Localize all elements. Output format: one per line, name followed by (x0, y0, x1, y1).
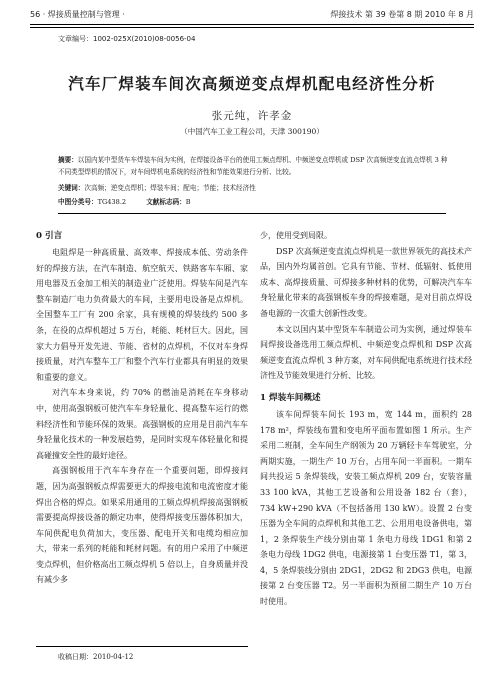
keywords-label: 关键词： (58, 184, 85, 192)
authors: 张元纯，许孝金 (211, 110, 293, 122)
header-rule (30, 24, 474, 25)
right-column (260, 228, 472, 610)
paragraph: 对汽车本身来说，约 70% 的燃油是消耗在车身移动中，使用高强钢板可使汽车车身轻量化、提高整车运行的燃料经济性和节能环保的效果。高强钢板的应用是目前汽车车身轻量化技术的一种发展趋势，是同时实现车体轻量化和提高碰撞安全性的最好途径。 (36, 388, 248, 460)
paper-title: 汽车厂焊装车间次高频逆变点焊机配电经济性分析 (68, 75, 436, 93)
running-header (30, 8, 474, 22)
paragraph: 电阻焊是一种高质量、高效率、焊接成本低、劳动条件好的焊接方法，在汽车制造、航空航天、铁路客车车厢、家用电器及五金加工相关的制造业广泛使用。焊装车间是汽车整车制造厂电力负荷最大的车间，主要用电设备是点焊机。全国整车工厂有 200 余家，具有规模的焊装线约 500 多条，在役的点焊机超过 5 万台，耗能、耗材巨大。因此，国家大力倡导开发先进、节能、省材的点焊机，不仅对车身焊接质量，对汽车整车工厂和整个汽车行业都具有明显的效果和重要的意义。 (36, 248, 248, 382)
doc-code: B (185, 198, 191, 206)
paragraph: 少，使用受到局限。 (260, 231, 332, 240)
section-heading-introduction: 0 引言 (36, 231, 63, 241)
doc-code-label: 文献标志码： (146, 198, 186, 206)
clc-code: TG438.2 (97, 198, 127, 206)
clc-label: 中图分类号： (58, 198, 98, 206)
abstract (58, 154, 450, 178)
keywords-text: 次高频；逆变点焊机；焊装车间；配电；节能；技术经济性 (84, 184, 256, 192)
abstract-label: 摘要： (58, 156, 78, 164)
paragraph: 本文以国内某中型货车车制造公司为实例，通过焊装车间焊接设备选用工频点焊机、中频逆变点焊机和 DSP 次高频逆变直流点焊机 3 种方案，对车间供配电系统进行技术经济性及节能效果进行分析、比较。 (260, 324, 472, 381)
footnote-rule (36, 646, 248, 647)
section-divider (58, 213, 446, 214)
received-date: 收稿日期：2010-04-12 (58, 653, 134, 661)
keywords (58, 182, 450, 192)
header-right: 焊接技术 第 39 卷第 8 期 2010 年 8 月 (330, 10, 474, 19)
section-heading-overview: 1 焊装车间概述 (260, 392, 321, 403)
article-number: 文章编号：1002-025X(2010)08-0056-04 (58, 35, 196, 43)
header-left: 56 · 焊接质量控制与管理 · (30, 10, 125, 19)
header-rule-thin (30, 27, 474, 28)
affiliation: （中国汽车工业工程公司，天津 300190） (180, 127, 324, 136)
left-column (36, 228, 248, 588)
abstract-text: 以国内某中型货车车焊装车间为实例，在焊接设备平台的使用工频点焊机、中频逆变点焊机或 DSP 次高频逆变直流点焊机 3 种不同类型焊机的情况下，对车间焊机电系统的经济性和节能效果进行分析、比较。 (58, 156, 448, 176)
paragraph: 高强钢板用于汽车车身存在一个重要问题，即焊接问题，因为高强钢板点焊需要更大的焊接电流和电流密度才能焊出合格的焊点。如果采用通用的工频点焊机焊接高强钢板需要提高焊接设备的额定功率，使得焊接变压器体积加大，车间供配电负荷加大，变压器、配电开关和电缆均相应加大，带来一系列的耗能和耗材问题。有的用户采用了中频逆变点焊机，但价格高出工频点焊机 5 倍以上，自身质量并没有减少多 (36, 466, 248, 585)
paragraph: 该车间焊装车间长 193 m，宽 144 m，面积约 28 178 m²，焊装线布置和变电所平面布置如图 1 所示。生产采用二班制，全车间生产纲领为 20 万辆轻卡车驾驶室，分两期实施，一期生产 10 万台，占用车间一半面积。一期车间共投运 5 条焊装线，安装工频点焊机 209 台，安装容量 33 100 kVA，其他工艺设备和公用设备 182 台（套），734 kW+290 kVA（不包括备用 130 kW）。设置 2 台变压器为全车间的点焊机和其他工艺、公用用电设备供电，第 1，2 条焊装生产线分别由第 1 条电力母线 1DG1 和第 2 条电力母线 1DG2 供电，电源接第 1 台变压器 T1，第 3，4，5 条焊装线分别由 2DG1，2DG2 和 2DG3 供电，电源接第 2 台变压器 T2。另一半面积为预留二期生产 10 万台时使用。 (260, 409, 472, 607)
classification (58, 196, 450, 206)
paragraph: DSP 次高频逆变直流点焊机是一款世界领先的高技术产品，国内外均属首创。它具有节能、节材、低辐射、低使用成本、高焊接质量、可焊接多种材料的优势，可解决汽车车身轻量化带来的高强钢板车身的焊接难题，是对目前点焊设备电源的一次重大创新性改变。 (260, 246, 472, 318)
